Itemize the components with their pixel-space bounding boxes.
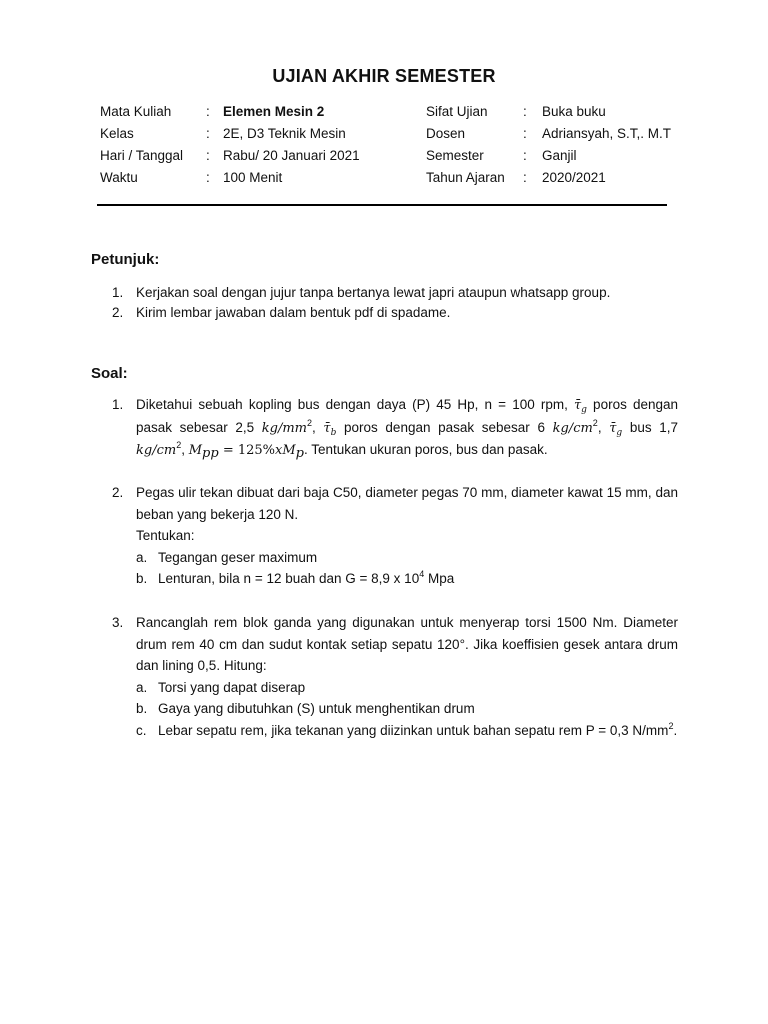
sub-letter: c. (136, 722, 147, 738)
question-prompt: Tentukan: (136, 528, 195, 543)
question-text: Pegas ulir tekan dibuat dari baja C50, diameter pegas 70 mm, diameter kawat 15 mm, dan beban yang bekerja 120 N. (136, 485, 678, 522)
info-row-academic-year (426, 167, 686, 189)
math-subscript: p (295, 446, 304, 461)
info-colon: : (206, 104, 210, 119)
info-colon: : (206, 126, 210, 141)
sub-item (136, 568, 678, 590)
info-value: 100 Menit (223, 170, 283, 185)
unit-text: kg/mm (261, 420, 307, 436)
math-subscript: pp (202, 446, 219, 461)
instruction-text: Kirim lembar jawaban dalam bentuk pdf di spadame. (136, 305, 451, 320)
sub-exponent: 2 (668, 720, 674, 731)
info-label: Tahun Ajaran (426, 170, 505, 185)
info-label: Hari / Tanggal (100, 148, 184, 163)
sub-letter: a. (136, 549, 148, 565)
instruction-item (112, 303, 678, 323)
info-colon: : (206, 170, 210, 185)
unit-exponent: 2 (176, 440, 182, 450)
question-item (112, 394, 678, 462)
info-value: Elemen Mesin 2 (223, 104, 325, 119)
instructions-heading: Petunjuk: (91, 251, 160, 268)
header-divider (97, 204, 667, 206)
info-right (426, 101, 686, 189)
info-label: Kelas (100, 126, 134, 141)
tau-subscript: g (581, 405, 587, 415)
exam-title: UJIAN AKHIR SEMESTER (272, 66, 496, 86)
question-1 (112, 394, 678, 462)
info-value: Buka buku (542, 104, 606, 119)
item-number: 1. (112, 285, 124, 300)
tau-glyph: τ̄ (323, 420, 331, 436)
info-value: 2020/2021 (542, 170, 606, 185)
tau-subscript: g (616, 427, 623, 438)
sub-text: Gaya yang dibutuhkan (S) untuk menghentikan drum (158, 701, 475, 716)
question-text: Rancanglah rem blok ganda yang digunakan untuk menyerap torsi 1500 Nm. Diameter drum rem 40 cm dan sudut kontak setiap sepatu 120°. Jika koeffisien gesek antara drum dan lining 0,5. Hitung: (136, 615, 678, 673)
sub-item (136, 677, 678, 699)
unit-exponent: 2 (592, 417, 598, 428)
instruction-item (112, 283, 678, 303)
sub-item (136, 720, 678, 742)
question-text: , (181, 442, 189, 457)
questions-heading: Soal: (91, 365, 128, 382)
instructions-list (112, 283, 678, 323)
unit-exponent: 2 (306, 417, 312, 428)
question-3 (112, 612, 678, 741)
info-colon: : (523, 104, 527, 119)
question-text: poros dengan pasak sebesar 6 (336, 419, 553, 435)
tau-symbol (574, 398, 587, 413)
item-number: 2. (112, 485, 124, 500)
tau-glyph: τ̄ (609, 420, 617, 436)
question-text: bus 1,7 (622, 419, 679, 435)
unit-text: kg/cm (136, 443, 177, 458)
info-colon: : (206, 148, 210, 163)
math-text: = 125% (218, 443, 276, 458)
item-number: 3. (112, 615, 124, 630)
question-item (112, 482, 678, 590)
question-text: poros dengan pasak sebesar 2,5 (136, 397, 678, 435)
math-symbol: M (188, 443, 203, 458)
info-row-course (100, 101, 400, 123)
sub-unit: Mpa (424, 571, 455, 586)
sub-end: . (673, 722, 678, 738)
question-text: Diketahui sebuah kopling bus dengan daya (P) 45 Hp, n = 100 rpm, (136, 397, 574, 412)
sub-text: Lenturan, bila n = 12 buah dan G = 8,9 x 10 (158, 571, 420, 586)
math-symbol: x (275, 443, 283, 458)
info-row-date (100, 145, 400, 167)
info-label: Dosen (426, 126, 466, 141)
sub-exponent: 4 (419, 569, 425, 579)
info-label: Sifat Ujian (426, 104, 488, 119)
math-symbol: M (282, 443, 296, 458)
info-colon: : (523, 170, 527, 185)
tau-subscript: b (330, 427, 337, 438)
item-number: 2. (112, 305, 124, 320)
tau-glyph: τ̄ (573, 398, 582, 413)
question-text: , (597, 419, 610, 435)
sub-text: Torsi yang dapat diserap (158, 679, 306, 695)
info-row-class (100, 123, 400, 145)
info-label: Mata Kuliah (100, 104, 172, 119)
sub-letter: b. (136, 571, 148, 586)
info-value: Adriansyah, S.T,. M.T (542, 126, 672, 141)
instruction-text: Kerjakan soal dengan jujur tanpa bertanya lewat japri ataupun whatsapp group. (136, 285, 611, 300)
info-value: 2E, D3 Teknik Mesin (223, 126, 346, 141)
sub-letter: a. (136, 679, 148, 695)
info-row-lecturer (426, 123, 686, 145)
info-label: Waktu (100, 170, 138, 185)
info-label: Semester (426, 148, 484, 163)
sub-text: Lebar sepatu rem, jika tekanan yang diizinkan untuk bahan sepatu rem P = 0,3 N/mm (158, 722, 669, 738)
info-colon: : (523, 126, 527, 141)
question-text: , (312, 419, 324, 435)
info-left (100, 101, 400, 189)
sub-text: Tegangan geser maximum (158, 549, 318, 565)
sub-item (136, 698, 678, 720)
question-2 (112, 482, 678, 590)
info-colon: : (523, 148, 527, 163)
info-row-time (100, 167, 400, 189)
sub-item (136, 547, 678, 569)
info-row-semester (426, 145, 686, 167)
question-item (112, 612, 678, 741)
unit-text: kg/cm (552, 420, 593, 436)
tau-symbol (323, 421, 336, 436)
item-number: 1. (112, 397, 124, 412)
sub-letter: b. (136, 701, 148, 716)
info-value: Ganjil (542, 148, 577, 163)
info-value: Rabu/ 20 Januari 2021 (223, 148, 360, 163)
tau-symbol (609, 421, 622, 436)
question-text: . Tentukan ukuran poros, bus dan pasak. (304, 442, 548, 457)
info-row-exam-type (426, 101, 686, 123)
